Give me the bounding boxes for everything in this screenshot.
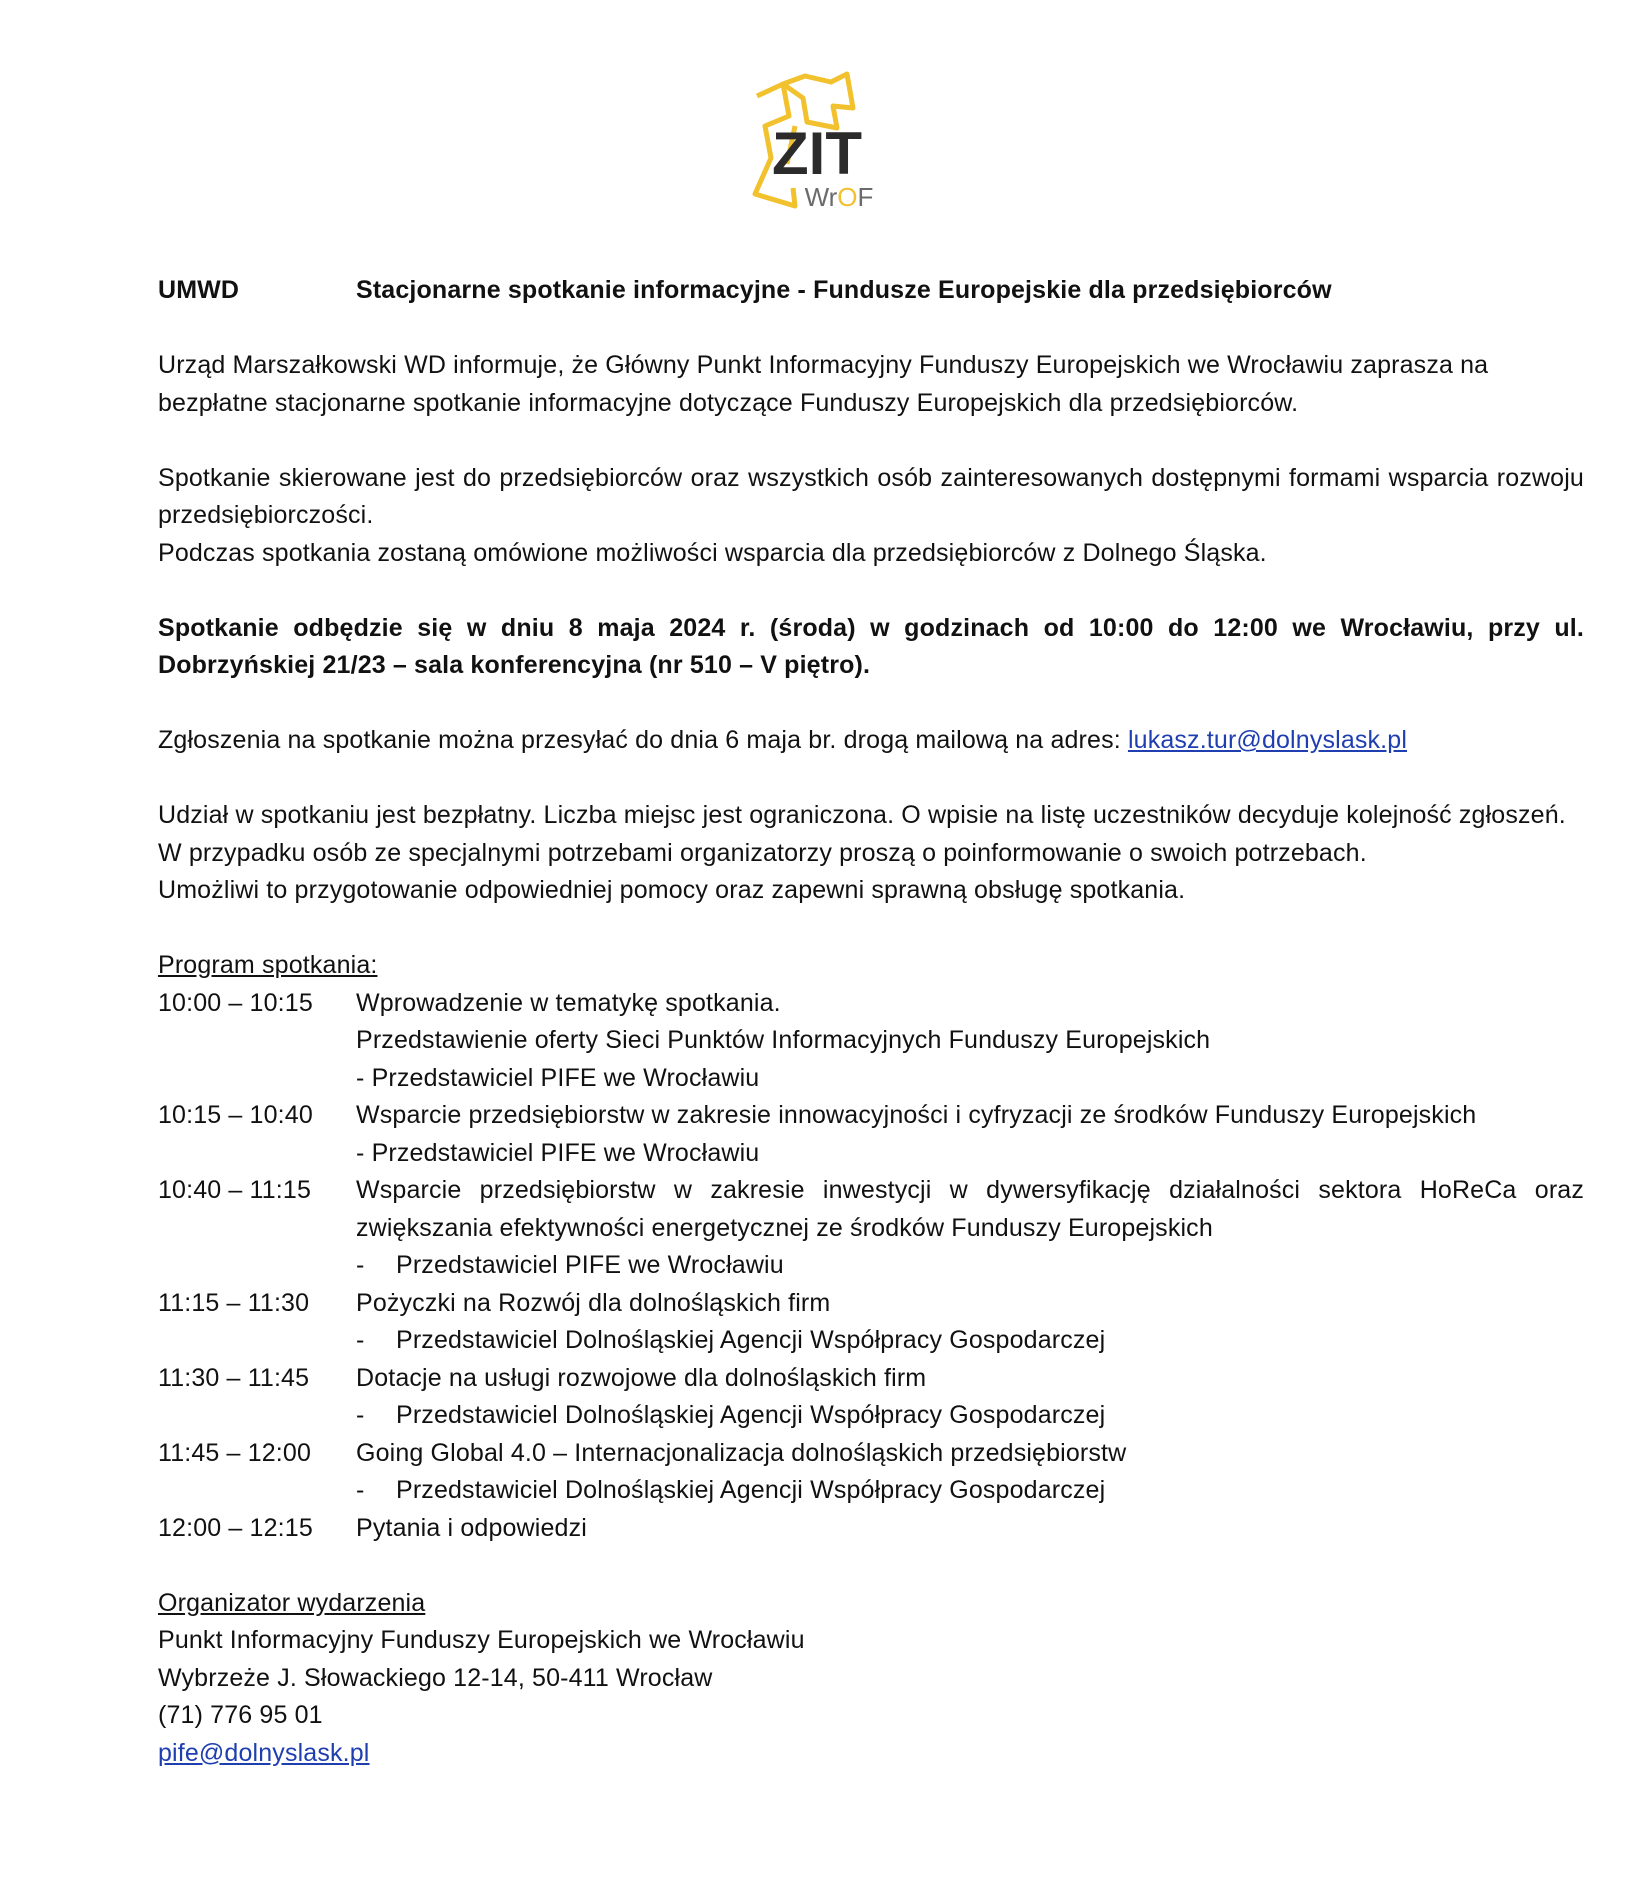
participation-paragraph: Udział w spotkaniu jest bezpłatny. Liczba miejsc jest ograniczona. O wpisie na listę uczestników decyduje kolejność zgłoszeń.: [158, 801, 1566, 829]
intro-paragraph: Urząd Marszałkowski WD informuje, że Główny Punkt Informacyjny Funduszy Europejskich we Wrocławiu zaprasza na bezpłatne stacjonarne spotkanie informacyjne dotyczące Funduszy Europejskich dla przedsiębiorców.: [158, 351, 1489, 417]
logo-sub-part-1: Wr: [804, 182, 838, 212]
program-presenter: Przedstawiciel Dolnośląskiej Agencji Współpracy Gospodarczej: [396, 1476, 1106, 1504]
logo-sub-part-2: O: [837, 182, 858, 212]
program-title: Pożyczki na Rozwój dla dolnośląskich firm: [356, 1288, 831, 1317]
program-presenter: - Przedstawiciel PIFE we Wrocławiu: [356, 1063, 760, 1092]
program-presenter: Przedstawiciel PIFE we Wrocławiu: [396, 1251, 784, 1279]
program-title: Going Global 4.0 – Internacjonalizacja dolnośląskich przedsiębiorstw: [356, 1438, 1127, 1467]
special-needs-paragraph: W przypadku osób ze specjalnymi potrzebami organizatorzy proszą o poinformowanie o swoich potrzebach.: [158, 838, 1367, 867]
registration-email-link[interactable]: lukasz.tur@dolnyslask.pl: [1127, 726, 1408, 754]
logo-sub-part-3: F: [857, 182, 874, 212]
audience-paragraph: Spotkanie skierowane jest do przedsiębiorców oraz wszystkich osób zainteresowanych dostępnymi formami wsparcia rozwoju przedsiębiorczości.: [158, 463, 1584, 529]
organizer-email-link[interactable]: pife@dolnyslask.pl: [158, 1738, 370, 1767]
presenter-dash: -: [356, 1476, 365, 1504]
presenter-dash: -: [356, 1401, 365, 1429]
assistance-paragraph: Umożliwi to przygotowanie odpowiedniej pomocy oraz zapewni sprawną obsługę spotkania.: [158, 876, 1186, 904]
date-location-paragraph: Spotkanie odbędzie się w dniu 8 maja 2024 r. (środa) w godzinach od 10:00 do 12:00 we Wrocławiu, przy ul. Dobrzyńskiej 21/23 – sala konferencyjna (nr 510 – V piętro).: [158, 613, 1584, 679]
program-presenter: Przedstawiciel Dolnośląskiej Agencji Współpracy Gospodarczej: [396, 1401, 1106, 1429]
document-body: [158, 272, 1584, 1772]
program-item: [158, 1360, 1584, 1435]
topics-paragraph: Podczas spotkania zostaną omówione możliwości wsparcia dla przedsiębiorców z Dolnego Śląska.: [158, 538, 1267, 567]
program-title: Wprowadzenie w tematykę spotkania.: [356, 988, 781, 1017]
header-code: UMWD: [158, 276, 240, 304]
presenter-dash: -: [356, 1251, 365, 1279]
organizer-heading: Organizator wydarzenia: [158, 1588, 426, 1617]
zit-wrof-logo: [735, 68, 895, 218]
header-title: Stacjonarne spotkanie informacyjne - Fundusze Europejskie dla przedsiębiorców: [356, 276, 1332, 304]
program-item: [158, 1510, 1584, 1548]
program-extra: Przedstawienie oferty Sieci Punktów Informacyjnych Funduszy Europejskich: [356, 1026, 1211, 1054]
organizer-address: Wybrzeże J. Słowackiego 12-14, 50-411 Wrocław: [158, 1663, 713, 1692]
logo-text-sub: [805, 182, 874, 212]
registration-text: Zgłoszenia na spotkanie można przesyłać do dnia 6 maja br. drogą mailową na adres:: [158, 726, 1128, 754]
program-title: Wsparcie przedsiębiorstw w zakresie inwestycji w dywersyfikację działalności sektora HoReCa oraz zwiększania efektywności energetycznej ze środków Funduszy Europejskich: [356, 1176, 1584, 1242]
program-time: 10:40 – 11:15: [158, 1176, 312, 1204]
program-presenter: Przedstawiciel Dolnośląskiej Agencji Współpracy Gospodarczej: [396, 1326, 1106, 1354]
program-item: [158, 1285, 1584, 1360]
program-title: Dotacje na usługi rozwojowe dla dolnośląskich firm: [356, 1363, 927, 1392]
program-item: [158, 985, 1584, 1098]
program-heading: Program spotkania:: [158, 951, 378, 979]
program-item: [158, 1172, 1584, 1285]
organizer-phone: (71) 776 95 01: [158, 1701, 323, 1729]
program-time: 11:30 – 11:45: [158, 1363, 310, 1392]
program-item: [158, 1435, 1584, 1510]
organizer-name: Punkt Informacyjny Funduszy Europejskich we Wrocławiu: [158, 1626, 805, 1654]
program-list: [158, 985, 1584, 1548]
program-item: [158, 1097, 1584, 1172]
document-header: [158, 272, 1584, 310]
program-time: 11:45 – 12:00: [158, 1438, 312, 1467]
program-title: Wsparcie przedsiębiorstw w zakresie innowacyjności i cyfryzacji ze środków Funduszy Europejskich: [356, 1101, 1477, 1129]
program-time: 10:15 – 10:40: [158, 1101, 313, 1129]
presenter-dash: -: [356, 1326, 365, 1354]
program-presenter: - Przedstawiciel PIFE we Wrocławiu: [356, 1138, 760, 1167]
program-time: 10:00 – 10:15: [158, 988, 313, 1017]
logo-text-main: ZIT: [772, 120, 862, 187]
program-time: 12:00 – 12:15: [158, 1513, 313, 1542]
program-time: 11:15 – 11:30: [158, 1288, 310, 1317]
registration-paragraph: [158, 722, 1584, 760]
program-title: Pytania i odpowiedzi: [356, 1513, 587, 1542]
